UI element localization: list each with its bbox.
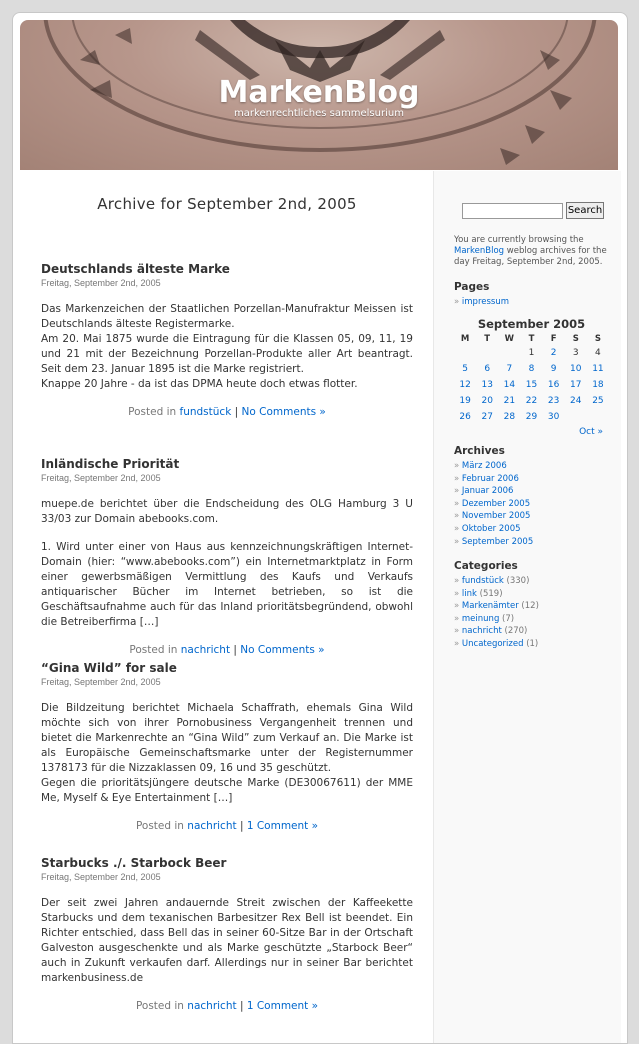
archive-link[interactable]: März 2006 [461,461,507,471]
list-item: » März 2006 [454,461,507,471]
list-item: » Januar 2006 [454,486,514,497]
category-count: (7) [499,613,515,624]
category-link[interactable]: fundstück [461,576,504,586]
categories-list [454,575,539,651]
post-title-link[interactable]: Deutschlands älteste Marke [41,262,230,276]
archive-link[interactable]: Januar 2006 [461,486,514,497]
calendar-day-link[interactable]: 11 [592,364,604,374]
calendar-day[interactable] [565,377,587,393]
post-meta [41,820,413,832]
post-paragraph: Der seit zwei Jahren andauernde Streit zwischen der Kaffeekette Starbucks und dem texanischen Barbesitzer Rex Bell ist beendet. Ein Richter entschied, dass Bell das in seiner 60-Sitze Bar in der Ortschaft Galveston ausgeschenkte und als Marke geschützte „Starbock Beer“ auch in Zukunft verkaufen darf. Allerdings nur in seiner Bar berichtet markenbusiness.de [41,897,413,984]
calendar-day-link[interactable]: 15 [525,380,538,390]
post [41,262,413,418]
browse-info [454,235,608,268]
calendar-weekday: F [550,333,557,344]
calendar-weekday: M [460,333,470,344]
list-item: » Uncategorized (1) [454,638,539,649]
calendar-week [454,409,609,425]
archive-link[interactable]: Februar 2006 [461,473,519,484]
comments-link[interactable]: No Comments » [241,406,326,418]
posted-in-label: Posted in [135,1000,184,1012]
category-link[interactable]: nachricht [461,626,502,637]
calendar-day-link[interactable]: 18 [592,380,604,390]
calendar-day-link[interactable]: 22 [525,396,538,406]
header-banner [20,20,618,170]
search-input[interactable] [462,203,563,219]
meta-separator: | [239,820,244,832]
post-title-link[interactable]: Inländische Priorität [41,457,180,471]
archives-list [454,460,533,548]
page-link-impressum[interactable]: impressum [461,297,510,307]
calendar-day[interactable] [454,409,476,425]
calendar-day: 3 [572,348,579,358]
category-link[interactable]: Uncategorized [461,638,524,649]
calendar-day-link[interactable]: 25 [592,396,604,406]
calendar-day-link[interactable]: 28 [503,412,516,422]
calendar-day[interactable] [498,377,520,393]
calendar-day[interactable] [543,409,565,425]
calendar-weekday: T [528,333,535,344]
calendar-day-link[interactable]: 16 [547,380,560,390]
calendar-day-link[interactable]: 24 [570,396,582,406]
comments-link[interactable]: 1 Comment » [246,820,319,832]
calendar-day[interactable] [587,361,609,377]
calendar-day[interactable] [476,361,498,377]
post-title-link[interactable]: “Gina Wild” for sale [41,661,177,675]
calendar-day-link[interactable]: 9 [550,364,557,374]
post [41,457,413,656]
post-meta [41,1000,413,1012]
category-link[interactable]: nachricht [180,644,231,656]
calendar-day-link[interactable]: 5 [462,364,468,374]
calendar-day[interactable] [520,409,542,425]
calendar-day-link[interactable]: 12 [459,380,471,390]
list-item: » September 2005 [454,536,534,547]
category-link[interactable]: fundstück [179,406,232,418]
calendar-day[interactable] [498,393,520,409]
calendar-day[interactable] [454,393,476,409]
archive-link[interactable]: Oktober 2005 [461,523,521,534]
calendar-weekday: T [484,333,491,344]
calendar-day[interactable] [476,409,498,425]
posted-in-label: Posted in [129,644,178,656]
categories-heading: Categories [454,560,518,572]
calendar-weekday: W [504,333,515,344]
calendar-day[interactable] [520,361,542,377]
calendar-day-link[interactable]: 13 [481,380,493,390]
archive-title: Archive for September 2nd, 2005 [97,195,357,213]
page-container [12,12,628,1044]
calendar-day[interactable] [520,377,542,393]
meta-separator: | [234,406,239,418]
calendar-day-link[interactable]: 29 [525,412,538,422]
calendar-day-link[interactable]: 17 [570,380,582,390]
blog-description: markenrechtliches sammelsurium [234,108,404,119]
calendar-day [476,345,498,361]
calendar-day[interactable] [543,345,565,361]
calendar-day[interactable] [454,361,476,377]
calendar-day[interactable] [498,361,520,377]
archive-link[interactable]: Dezember 2005 [461,498,531,509]
post-date: Freitag, September 2nd, 2005 [41,872,161,882]
calendar-day-link[interactable]: 20 [481,396,493,406]
list-item: » link (519) [454,588,503,599]
calendar-day[interactable] [587,377,609,393]
main-content [41,171,413,1012]
calendar-day[interactable] [587,393,609,409]
post-date: Freitag, September 2nd, 2005 [41,278,161,288]
pages-heading: Pages [454,281,490,293]
calendar-day [454,345,476,361]
posted-in-label: Posted in [128,406,177,418]
comments-link[interactable]: 1 Comment » [246,1000,319,1012]
calendar-day[interactable] [476,393,498,409]
post-date: Freitag, September 2nd, 2005 [41,473,161,483]
calendar-week [454,345,609,361]
post [41,856,413,1012]
calendar-caption: September 2005 [477,317,586,331]
calendar-day-link[interactable]: 2 [550,348,557,358]
list-item: » meinung (7) [454,613,515,624]
calendar-day-link[interactable]: 23 [547,396,560,406]
calendar-day: 4 [595,348,601,358]
category-count: (330) [503,576,530,586]
calendar-week [454,361,609,377]
browse-prefix: You are currently browsing the [454,235,584,245]
calendar-day[interactable] [543,361,565,377]
posted-in-label: Posted in [135,820,184,832]
post-meta [41,406,413,418]
comments-link[interactable]: No Comments » [240,644,325,656]
archives-heading: Archives [454,445,505,457]
post-entry [41,302,413,392]
calendar-week [454,393,609,409]
calendar-weekday: S [594,333,601,344]
post-entry [41,701,413,806]
calendar-day-link[interactable]: 10 [570,364,582,374]
calendar-day[interactable] [476,377,498,393]
post-meta [41,644,413,656]
list-item: » nachricht (270) [454,626,528,637]
category-link[interactable]: nachricht [187,820,237,832]
calendar-table [454,332,609,425]
calendar-day[interactable] [565,393,587,409]
calendar-day-link[interactable]: 8 [528,364,535,374]
meta-separator: | [239,1000,244,1012]
calendar-day-link[interactable]: 21 [503,396,516,406]
list-item: » Dezember 2005 [454,498,531,509]
category-count: (519) [476,588,503,599]
post-entry [41,497,413,630]
calendar-day[interactable] [520,393,542,409]
list-item: » impressum [454,297,510,307]
pages-list [454,296,509,309]
post-entry [41,896,413,986]
search-button[interactable]: Search [566,202,604,219]
calendar-day[interactable] [543,377,565,393]
calendar-day[interactable] [565,361,587,377]
post-paragraph: Die Bildzeitung berichtet Michaela Schaffrath, ehemals Gina Wild möchte sich von ihrer Pornobusiness Vergangenheit trennen und bietet die Markenrechte an “Gina Wild” zum Verkauf an. Die Marke ist als Europäische Gemeinschaftsmarke unter der Registernummer 1378173 für die Nizzaklassen 09, 16 und 35 geschützt. Gegen die prioritätsjüngere deutsche Marke (DE30067611) der MME Me, Myself & Eye Entertainment […] [41,702,413,804]
post [41,661,413,832]
calendar-weekday: S [572,333,579,344]
post-date: Freitag, September 2nd, 2005 [41,677,161,687]
category-link[interactable]: nachricht [187,1000,237,1012]
archive-link[interactable]: September 2005 [461,536,534,547]
calendar-day[interactable] [543,393,565,409]
calendar-day [587,409,609,425]
calendar-day-link[interactable]: 14 [503,380,516,390]
list-item: » November 2005 [454,511,531,522]
calendar-day-link[interactable]: 30 [547,412,560,422]
list-item: » Markenämter (12) [454,601,539,612]
calendar-day [498,345,520,361]
calendar-day: 1 [528,348,535,358]
browse-suffix: weblog archives for the day Freitag, September 2nd, 2005. [454,246,607,267]
post-title-link[interactable]: Starbucks ./. Starbock Beer [41,856,227,870]
blog-title-link[interactable]: MarkenBlog [218,75,420,110]
archive-link[interactable]: November 2005 [461,511,531,522]
calendar-week [454,377,609,393]
calendar-day-link[interactable]: 7 [506,364,513,374]
post-paragraph: 1. Wird unter einer von Haus aus kennzeichnungskräftigen Internet-Domain (hier: “www.abebooks.com”) ein Internetmarktplatz in Form einer gewerbsmäßigen Vermittlung des Kaufs und Verkaufs antiquarischer Bücher im Internet betrieben, so ist die Geschäftsaufnahme auch für das Inland prioritätsbegründend, obwohl die Betreiberfirma […] [41,541,413,628]
calendar-next-month-link[interactable]: Oct » [579,427,603,437]
post-paragraph: Das Markenzeichen der Staatlichen Porzellan-Manufraktur Meissen ist Deutschlands älteste Registermarke. Am 20. Mai 1875 wurde die Eintragung für die Klassen 05, 09, 11, 19 und 21 mit der Bezeichnung Porzellan-Produkte aller Art beantragt. Seit dem 23. Januar 1895 ist die Marke registriert. Knappe 20 Jahre - da ist das DPMA heute doch etwas flotter. [41,303,413,390]
list-item: » Februar 2006 [454,473,519,484]
blog-home-link[interactable]: MarkenBlog [454,246,505,256]
calendar-day [565,409,587,425]
calendar-day[interactable] [498,409,520,425]
category-count: (12) [518,601,539,612]
calendar-day-link[interactable]: 6 [484,364,491,374]
category-link[interactable]: link [461,588,477,599]
calendar-day-link[interactable]: 19 [459,396,471,406]
category-link[interactable]: meinung [461,613,500,624]
calendar-day-link[interactable]: 26 [459,412,471,422]
sidebar [433,171,621,1044]
calendar-day-link[interactable]: 27 [481,412,493,422]
list-item: » fundstück (330) [454,576,530,586]
calendar [454,317,609,437]
meta-separator: | [233,644,237,656]
category-count: (1) [523,638,539,649]
list-item: » Oktober 2005 [454,523,521,534]
post-paragraph: muepe.de berichtet über die Endscheidung des OLG Hamburg 3 U 33/03 zur Domain abebooks.com. [41,498,413,525]
category-link[interactable]: Markenämter [461,601,519,612]
calendar-day[interactable] [454,377,476,393]
category-count: (270) [501,626,528,637]
